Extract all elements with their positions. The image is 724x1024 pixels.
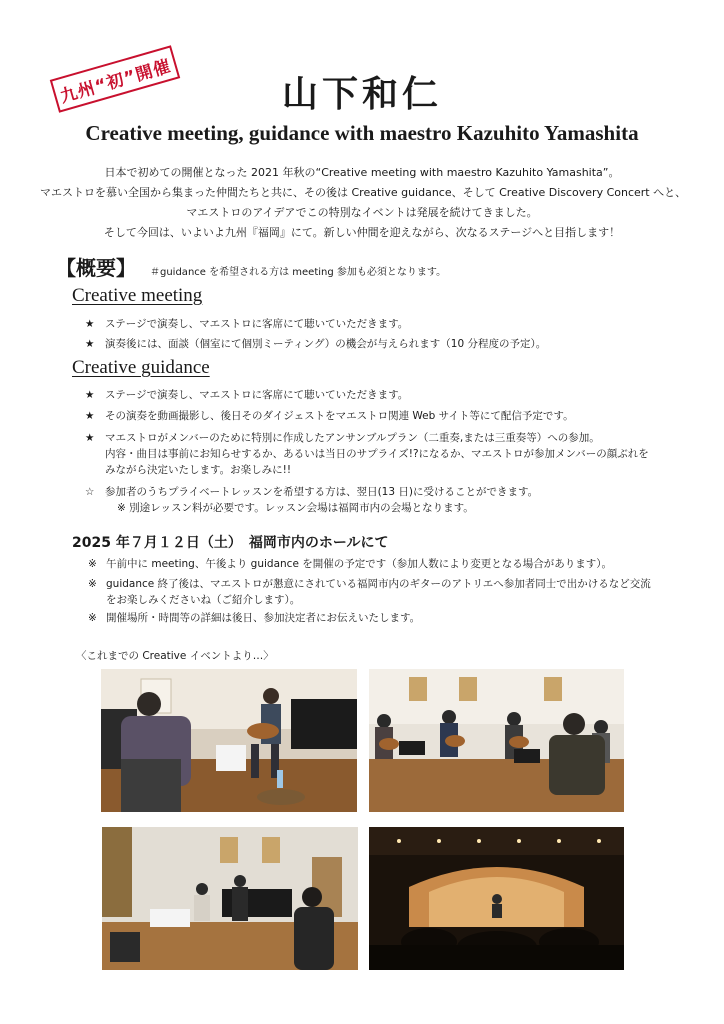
first-kyushu-badge: 九州“初”開催 bbox=[50, 45, 180, 112]
creative-guidance-title: Creative guidance bbox=[72, 357, 210, 378]
event-note-text: 午前中に meeting、午後より guidance を開催の予定です（参加人数により変更となる場合があります）。 bbox=[106, 558, 612, 570]
event-photo-hall-performance bbox=[102, 827, 358, 970]
page-subtitle: Creative meeting, guidance with maestro Kazuhito Yamashita bbox=[85, 121, 639, 145]
guidance-item bbox=[85, 430, 685, 478]
star-icon: ★ bbox=[85, 432, 95, 444]
guidance-item-text: マエストロがメンバーのために特別に作成したアンサンブルプラン（二重奏,または三重奏等）への参加。 bbox=[105, 432, 600, 444]
guidance-item-text: その演奏を動画撮影し、後日そのダイジェストをマエストロ関連 Web サイト等にて配信予定です。 bbox=[105, 410, 574, 422]
event-photo-solo-performance bbox=[101, 669, 357, 812]
intro-line: マエストロを慕い全国から集まった仲間たちと共に、その後は Creative guidance、そして Creative Discovery Concert へと、 bbox=[40, 186, 687, 199]
note-mark: ※ bbox=[88, 558, 97, 570]
meeting-item bbox=[85, 336, 685, 352]
meeting-item-text: 演奏後には、面談（個室にて個別ミーティング）の機会が与えられます（10 分程度の予定）。 bbox=[105, 338, 547, 350]
meeting-item bbox=[85, 316, 685, 332]
star-icon: ★ bbox=[85, 389, 95, 401]
intro-line: マエストロのアイデアでこの特別なイベントは発展を続けてきました。 bbox=[186, 206, 538, 219]
event-note bbox=[88, 610, 688, 626]
private-lesson-item bbox=[85, 484, 685, 516]
overview-heading: 【概要】 bbox=[56, 256, 136, 280]
hollow-star-icon: ☆ bbox=[85, 486, 95, 498]
guidance-item-text: みながら決定いたします。お楽しみに!! bbox=[105, 464, 292, 476]
guidance-item-text: 内容・曲目は事前にお知らせするか、あるいは当日のサプライズ!?になるか、マエストロが参加メンバーの顔ぶれを bbox=[105, 448, 649, 460]
event-note bbox=[88, 576, 688, 608]
guidance-item-text: ステージで演奏し、マエストロに客席にて聴いていただきます。 bbox=[105, 389, 409, 401]
private-lesson-note: ※ 別途レッスン料が必要です。レッスン会場は福岡市内の会場となります。 bbox=[117, 502, 474, 514]
event-photo-ensemble bbox=[369, 669, 624, 812]
event-note bbox=[88, 556, 688, 572]
meeting-item-text: ステージで演奏し、マエストロに客席にて聴いていただきます。 bbox=[105, 318, 409, 330]
note-mark: ※ bbox=[88, 612, 97, 624]
intro-text bbox=[40, 163, 687, 243]
intro-line: 日本で初めての開催となった 2021 年秋の“Creative meeting with maestro Kazuhito Yamashita”。 bbox=[104, 166, 620, 179]
private-lesson-text: 参加者のうちプライベートレッスンを希望する方は、翌日(13 日)に受けることができます。 bbox=[105, 486, 539, 498]
star-icon: ★ bbox=[85, 410, 95, 422]
guidance-item bbox=[85, 387, 685, 403]
overview-header bbox=[56, 252, 446, 281]
intro-line: そして今回は、いよいよ九州『福岡』にて。新しい仲間を迎えながら、次なるステージへと目指します！ bbox=[103, 226, 621, 239]
photo-caption: 〈これまでの Creative イベントより…〉 bbox=[76, 650, 274, 662]
event-note-text: をお楽しみくださいね（ご紹介します）。 bbox=[106, 594, 301, 606]
event-note-text: 開催場所・時間等の詳細は後日、参加決定者にお伝えいたします。 bbox=[106, 612, 421, 624]
event-photo-concert-audience bbox=[369, 827, 624, 970]
star-icon: ★ bbox=[85, 318, 95, 330]
star-icon: ★ bbox=[85, 338, 95, 350]
creative-meeting-title: Creative meeting bbox=[72, 285, 203, 306]
note-mark: ※ bbox=[88, 578, 97, 590]
event-date: 2025 年７月１２日（土） 福岡市内のホールにて bbox=[72, 535, 389, 551]
guidance-item bbox=[85, 408, 685, 424]
page-title: 山下和仁 bbox=[281, 74, 442, 115]
event-note-text: guidance 終了後は、マエストロが懇意にされている福岡市内のギターのアトリエへ参加者同士で出かけるなど交流 bbox=[106, 578, 651, 590]
overview-note: ＃guidance を希望される方は meeting 参加も必須となります。 bbox=[150, 267, 447, 278]
